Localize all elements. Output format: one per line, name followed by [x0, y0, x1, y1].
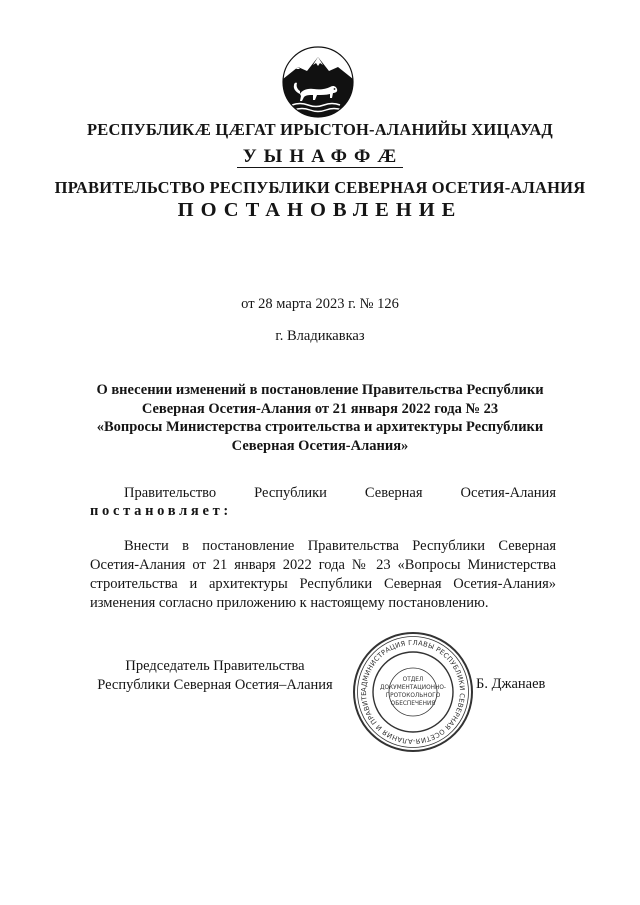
- coat-of-arms-icon: [280, 45, 356, 119]
- title-line-3: «Вопросы Министерства строительства и архитектуры Республики: [96, 419, 544, 435]
- russian-government-name: ПРАВИТЕЛЬСТВО РЕСПУБЛИКИ СЕВЕРНАЯ ОСЕТИЯ-АЛАНИЯ: [54, 178, 586, 197]
- ossetian-doc-type-label: УЫНАФФÆ: [237, 146, 404, 168]
- ossetian-doc-type: [0, 146, 640, 168]
- stamp-seal-icon: [351, 630, 475, 754]
- title-line-2: Северная Осетия-Алания от 21 января 2022 года № 23: [141, 400, 499, 417]
- title-line-4: Северная Осетия-Алания»: [231, 437, 409, 454]
- stamp-outer-text: АДМИНИСТРАЦИЯ ГЛАВЫ РЕСПУБЛИКИ СЕВЕРНАЯ ОСЕТИЯ-АЛАНИЯ И ПРАВИТЕ: [359, 638, 467, 746]
- stamp-center-line-1: ОТДЕЛ: [402, 677, 424, 683]
- resolution-preamble: Правительство Республики Северная Осетия-Алания: [124, 485, 556, 501]
- ossetian-government-name: РЕСПУБЛИКÆ ЦÆГАТ ИРЫСТОН-АЛАНИЙЫ ХИЦАУАД: [86, 120, 553, 139]
- title-line-1: О внесении изменений в постановление Правительства Республики: [96, 382, 544, 398]
- stamp-center-line-2: ДОКУМЕНТАЦИОННО-: [379, 685, 447, 691]
- coat-of-arms-emblem: [280, 45, 356, 119]
- signatory-position-line-2: Республики Северная Осетия–Алания: [97, 677, 333, 693]
- date-number-line: от 28 марта 2023 г. № 126: [241, 296, 399, 312]
- resolution-verb: постановляет:: [90, 503, 232, 519]
- document-title: [0, 381, 640, 455]
- stamp-center-line-4: ОБЕСПЕЧЕНИЯ: [390, 701, 436, 707]
- stamp-center-line-3: ПРОТОКОЛЬНОГО: [385, 693, 441, 699]
- signatory-position-line-1: Председатель Правительства: [125, 658, 305, 674]
- official-stamp: [351, 630, 475, 754]
- signatory-name: Б. Джанаев: [476, 676, 546, 692]
- resolution-body-paragraph: Внести в постановление Правительства Республики Северная Осетия-Алания от 21 января 2022 года № 23 «Вопросы Министерства строительства и архитектуры Республики Северная Осетия-Алания» изменения согласно приложению к настоящему постановлению.: [90, 538, 556, 611]
- document-type-title: ПОСТАНОВЛЕНИЕ: [177, 199, 463, 221]
- signatory-position: [90, 657, 340, 695]
- city-line: г. Владикавказ: [275, 328, 365, 344]
